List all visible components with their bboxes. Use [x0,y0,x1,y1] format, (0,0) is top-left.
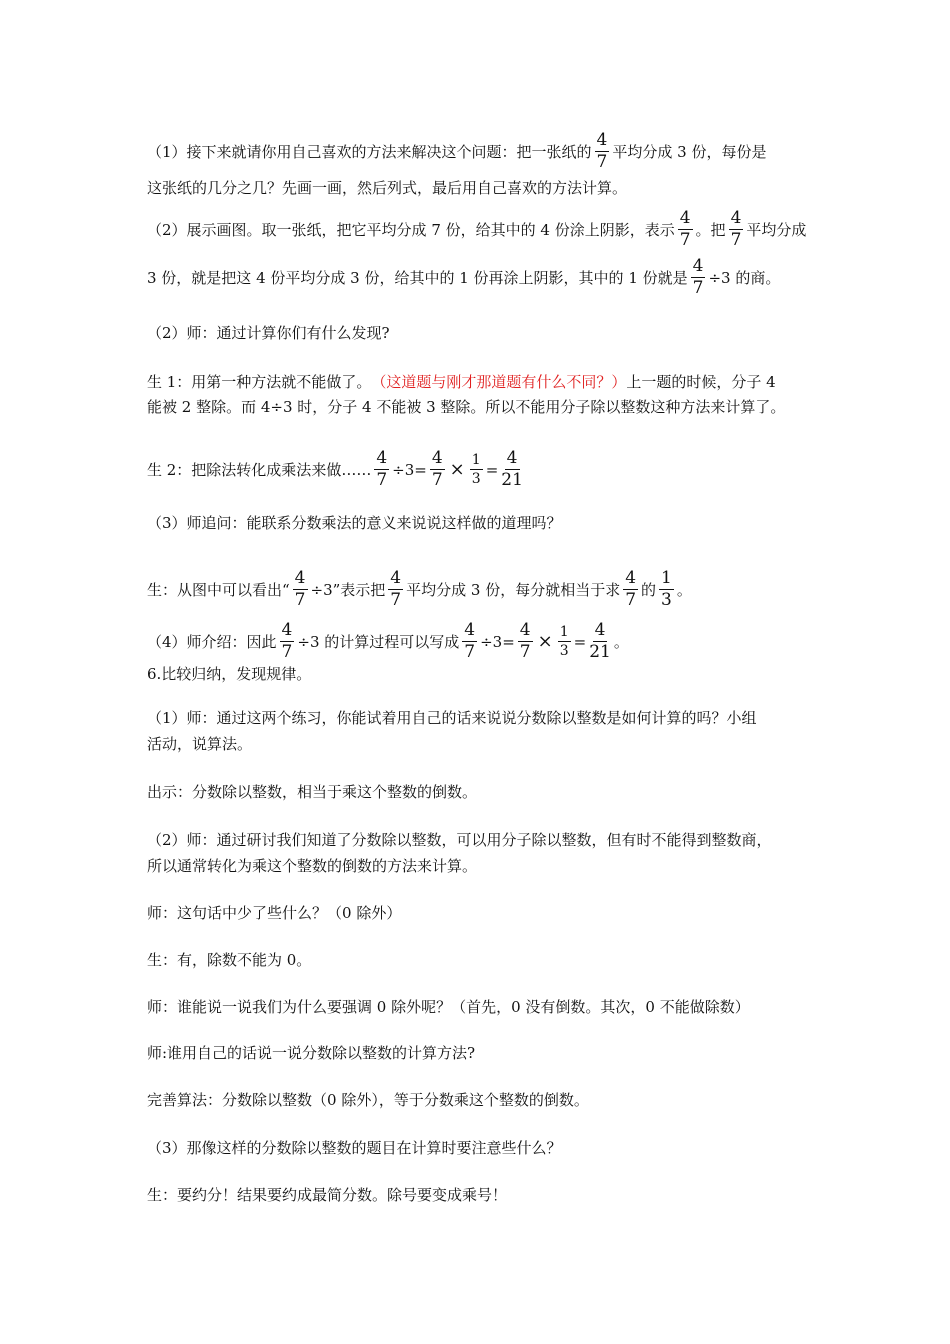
text: 师：这句话中少了些什么？（0 除外） [147,904,402,922]
denominator: 7 [679,230,691,250]
paragraph-17 [147,1090,830,1110]
text: （3）那像这样的分数除以整数的题目在计算时要注意些什么？ [147,1139,562,1157]
text: 生：要约分！结果要约成最简分数。除号要变成乘号！ [147,1186,508,1204]
text: 生：有，除数不能为 0。 [147,951,312,969]
paragraph-12-line-2 [147,856,830,876]
denominator: 3 [559,643,569,659]
denominator: 21 [589,642,611,662]
text: 。把 [695,220,726,239]
denominator: 7 [730,230,742,250]
numerator: 4 [679,208,691,228]
text: 6.比较归纳，发现规律。 [147,665,312,683]
text: ÷3 的计算过程可以写成 [297,632,460,651]
fraction-1-3 [558,625,571,658]
text: ÷3= [480,632,515,651]
text: （4）师介绍：因此 [147,632,277,651]
denominator: 3 [471,471,481,487]
text: ÷3 的商。 [708,268,781,287]
fraction-4-7 [678,210,693,249]
paragraph-7 [147,570,830,609]
numerator: 1 [471,452,481,468]
paragraph-4-line-2 [147,397,830,417]
text: 出示：分数除以整数，相当于乘这个整数的倒数。 [147,783,478,801]
fraction-4-7 [388,570,403,609]
text: 的 [641,580,657,599]
fraction-4-7 [462,622,477,661]
fraction-4-7 [691,258,706,297]
paragraph-4-line-1 [147,372,830,392]
numerator: 4 [281,620,293,640]
fraction-4-7 [595,132,610,171]
text: 上一题的时候，分子 4 [626,373,776,391]
paragraph-2-line-1 [147,210,830,249]
equals-sign: = [485,460,499,479]
paragraph-19 [147,1185,830,1205]
text: ÷3= [392,460,427,479]
text: 完善算法：分数除以整数（0 除外），等于分数乘这个整数的倒数。 [147,1091,589,1109]
text: 师:谁用自己的话说一说分数除以整数的计算方法? [147,1044,476,1062]
text: （2）师：通过研讨我们知道了分数除以整数，可以用分子除以整数，但有时不能得到整数商， [147,831,772,849]
denominator: 7 [625,590,637,610]
text: 生 2：把除法转化成乘法来做…… [147,460,372,479]
paragraph-13 [147,903,830,923]
times-sign: × [537,630,553,652]
fraction-4-7 [430,450,445,489]
denominator: 7 [692,278,704,298]
paragraph-14 [147,950,830,970]
text: 平均分成 3 份，每分就相当于求 [406,580,621,599]
paragraph-10-line-2 [147,734,830,754]
times-sign: × [449,458,465,480]
numerator: 1 [559,624,569,640]
text: 师：谁能说一说我们为什么要强调 0 除外呢？（首先，0 没有倒数。其次，0 不能做除数） [147,998,750,1016]
text: 。 [676,580,692,599]
section-heading [147,664,830,684]
text: 所以通常转化为乘这个整数的倒数的方法来计算。 [147,857,478,875]
paragraph-3 [147,323,830,343]
paragraph-6 [147,513,830,533]
paragraph-18 [147,1138,830,1158]
equals-sign: = [573,632,587,651]
fraction-4-7 [280,622,295,661]
paragraph-12-line-1 [147,830,830,850]
numerator: 4 [376,448,388,468]
denominator: 7 [464,642,476,662]
numerator: 1 [661,568,672,588]
numerator: 4 [730,208,742,228]
highlighted-question: （这道题与刚才那道题有什么不同？） [371,373,627,391]
paragraph-1-line-2 [147,178,830,198]
text: 能被 2 整除。而 4÷3 时，分子 4 不能被 3 整除。所以不能用分子除以整数这种方法来计算了。 [147,398,786,416]
text: （1）接下来就请你用自己喜欢的方法来解决这个问题：把一张纸的 [147,142,592,161]
denominator: 7 [390,590,402,610]
numerator: 4 [692,256,704,276]
paragraph-1-line-1 [147,132,830,171]
numerator: 4 [390,568,402,588]
text: 平均分成 [746,220,807,239]
denominator: 7 [281,642,293,662]
denominator: 21 [501,470,523,490]
denominator: 7 [294,590,306,610]
numerator: 4 [431,448,443,468]
text: （3）师追问：能联系分数乘法的意义来说说这样做的道理吗？ [147,514,562,532]
paragraph-11 [147,782,830,802]
denominator: 7 [376,470,388,490]
paragraph-10-line-1 [147,708,830,728]
text: 平均分成 3 份，每份是 [612,142,767,161]
fraction-4-21 [589,622,611,661]
fraction-4-7 [293,570,308,609]
numerator: 4 [594,620,606,640]
denominator: 3 [661,590,672,610]
paragraph-8 [147,622,830,661]
numerator: 4 [625,568,637,588]
numerator: 4 [506,448,518,468]
text: 这张纸的几分之几？先画一画，然后列式，最后用自己喜欢的方法计算。 [147,179,628,197]
paragraph-2-line-2 [147,258,830,297]
denominator: 7 [596,152,608,172]
paragraph-16 [147,1043,830,1063]
text: ÷3”表示把 [310,580,386,599]
text: 生：从图中可以看出“ [147,580,290,599]
paragraph-15 [147,997,830,1017]
paragraph-5 [147,450,830,489]
text: （2）师：通过计算你们有什么发现? [147,324,390,342]
numerator: 4 [519,620,531,640]
text: （2）展示画图。取一张纸，把它平均分成 7 份，给其中的 4 份涂上阴影，表示 [147,220,675,239]
text: 活动，说算法。 [147,735,253,753]
denominator: 7 [519,642,531,662]
numerator: 4 [596,130,608,150]
fraction-4-7 [518,622,533,661]
fraction-4-7 [374,450,389,489]
fraction-4-7 [729,210,744,249]
fraction-4-7 [623,570,638,609]
numerator: 4 [464,620,476,640]
text: （1）师：通过这两个练习，你能试着用自己的话来说说分数除以整数是如何计算的吗？小组 [147,709,757,727]
fraction-1-3 [470,453,483,486]
denominator: 7 [431,470,443,490]
numerator: 4 [294,568,306,588]
text: 3 份，就是把这 4 份平均分成 3 份，给其中的 1 份再涂上阴影，其中的 1 份就是 [147,268,688,287]
text: 生 1：用第一种方法就不能做了。 [147,373,372,391]
fraction-1-3 [659,570,674,609]
fraction-4-21 [501,450,523,489]
text: 。 [613,632,629,651]
